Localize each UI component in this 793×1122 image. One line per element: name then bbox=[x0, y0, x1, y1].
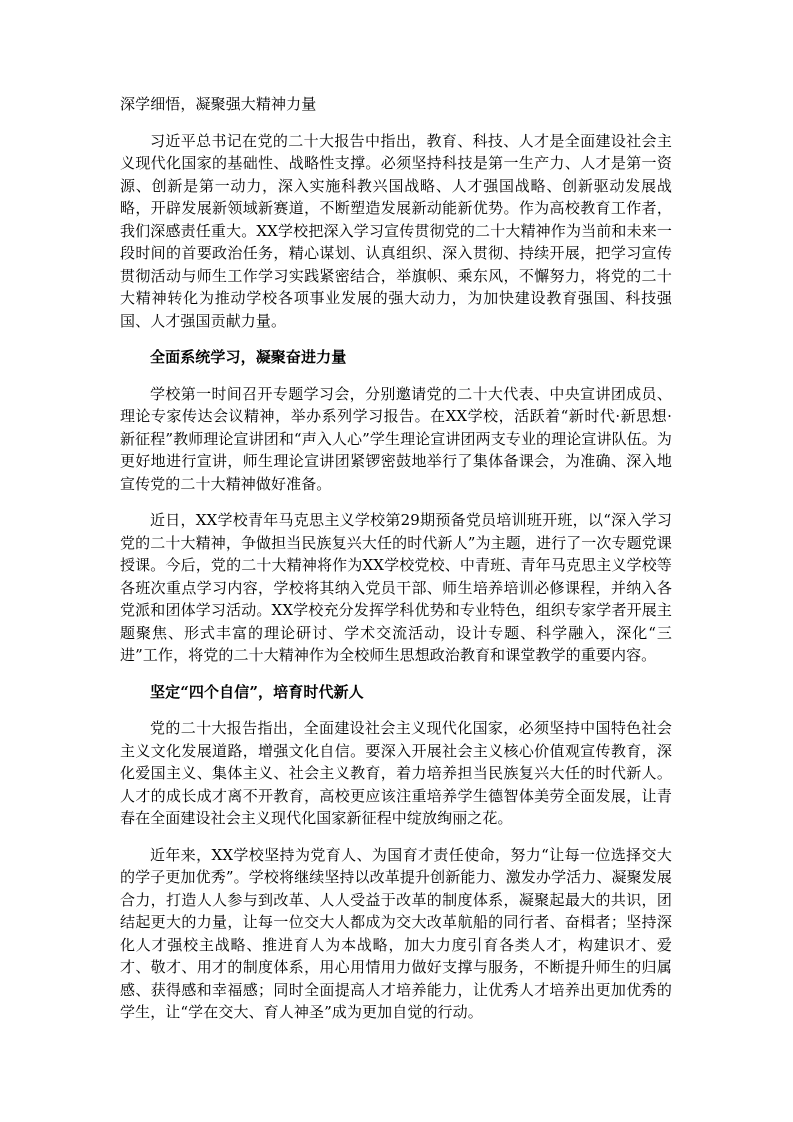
spacer bbox=[120, 369, 672, 383]
section2-paragraph-2: 近年来，XX学校坚持为党育人、为国育才责任使命，努力“让每一位选择交大的学子更加优秀”。学校将继续坚持以改革提升创新能力、激发办学活力、凝聚发展合力，打造人人参与到改革、人人受益于改革的制度体系，凝聚起最大的共识，团结起更大的力量，让每一位交大人都成为交大改革航船的同行者、奋楫者；坚持深化人才强校主战略、推进育人为本战略，加大力度引育各类人才，构建识才、爱才、敬才、用才的制度体系，用心用情用力做好支撑与服务，不断提升师生的归属感、获得感和幸福感；同时全面提高人才培养能力，让优秀人才培养出更加优秀的学生，让“学在交大、育人神圣”成为更加自觉的行动。 bbox=[120, 845, 672, 1021]
document-title: 深学细悟，凝聚强大精神力量 bbox=[120, 95, 317, 113]
section1-paragraph-1: 学校第一时间召开专题学习会，分别邀请党的二十大代表、中央宣讲团成员、理论专家传达会议精神，举办系列学习报告。在XX学校，活跃着“新时代·新思想·新征程”教师理论宣讲团和“声入人心”学生理论宣讲团两支专业的理论宣讲队伍。为更好地进行宣讲，师生理论宣讲团紧锣密鼓地举行了集体备课会，为准确、深入地宣传党的二十大精神做好准备。 bbox=[120, 384, 672, 493]
spacer bbox=[120, 332, 672, 346]
intro-paragraph: 习近平总书记在党的二十大报告中指出，教育、科技、人才是全面建设社会主义现代化国家的基础性、战略性支撑。必须坚持科技是第一生产力、人才是第一资源、创新是第一动力，深入实施科教兴国战略、人才强国战略、创新驱动发展战略，开辟发展新领域新赛道，不断塑造发展新动能新优势。作为高校教育工作者，我们深感责任重大。XX学校把深入学习宣传贯彻党的二十大精神作为当前和未来一段时间的首要政治任务，精心谋划、认真组织、深入贯彻、持续开展，把学习宣传贯彻活动与师生工作学习实践紧密结合，举旗帜、乘东风，不懈努力，将党的二十大精神转化为推动学校各项事业发展的强大动力，为加快建设教育强国、科技强国、人才强国贡献力量。 bbox=[120, 131, 672, 330]
spacer bbox=[120, 703, 672, 717]
spacer bbox=[120, 830, 672, 844]
spacer bbox=[120, 667, 672, 681]
section1-paragraph-2: 近日，XX学校青年马克思主义学校第29期预备党员培训班开班，以“深入学习党的二十大精神，争做担当民族复兴大任的时代新人”为主题，进行了一次专题党课授课。今后，党的二十大精神将作为XX学校党校、中青班、青年马克思主义学校等各班次重点学习内容，学校将其纳入党员干部、师生培养培训必修课程，并纳入各党派和团体学习活动。XX学校充分发挥学科优势和专业特色，组织专家学者开展主题聚焦、形式丰富的理论研讨、学术交流活动，设计专题、科学融入，深化“三进”工作，将党的二十大精神作为全校师生思想政治教育和课堂教学的重要内容。 bbox=[120, 511, 672, 664]
section-heading-1: 全面系统学习，凝聚奋进力量 bbox=[150, 348, 347, 366]
section2-paragraph-1: 党的二十大报告指出，全面建设社会主义现代化国家，必须坚持中国特色社会主义文化发展道路，增强文化自信。要深入开展社会主义核心价值观宣传教育，深化爱国主义、集体主义、社会主义教育，着力培养担当民族复兴大任的时代新人。人才的成长成才离不开教育，高校更应该注重培养学生德智体美劳全面发展，让青春在全面建设社会主义现代化国家新征程中绽放绚丽之花。 bbox=[120, 719, 672, 827]
spacer bbox=[120, 116, 672, 130]
document-body bbox=[120, 93, 672, 1024]
section-heading-2: 坚定“四个自信”，培育时代新人 bbox=[150, 682, 364, 701]
spacer bbox=[120, 495, 672, 509]
